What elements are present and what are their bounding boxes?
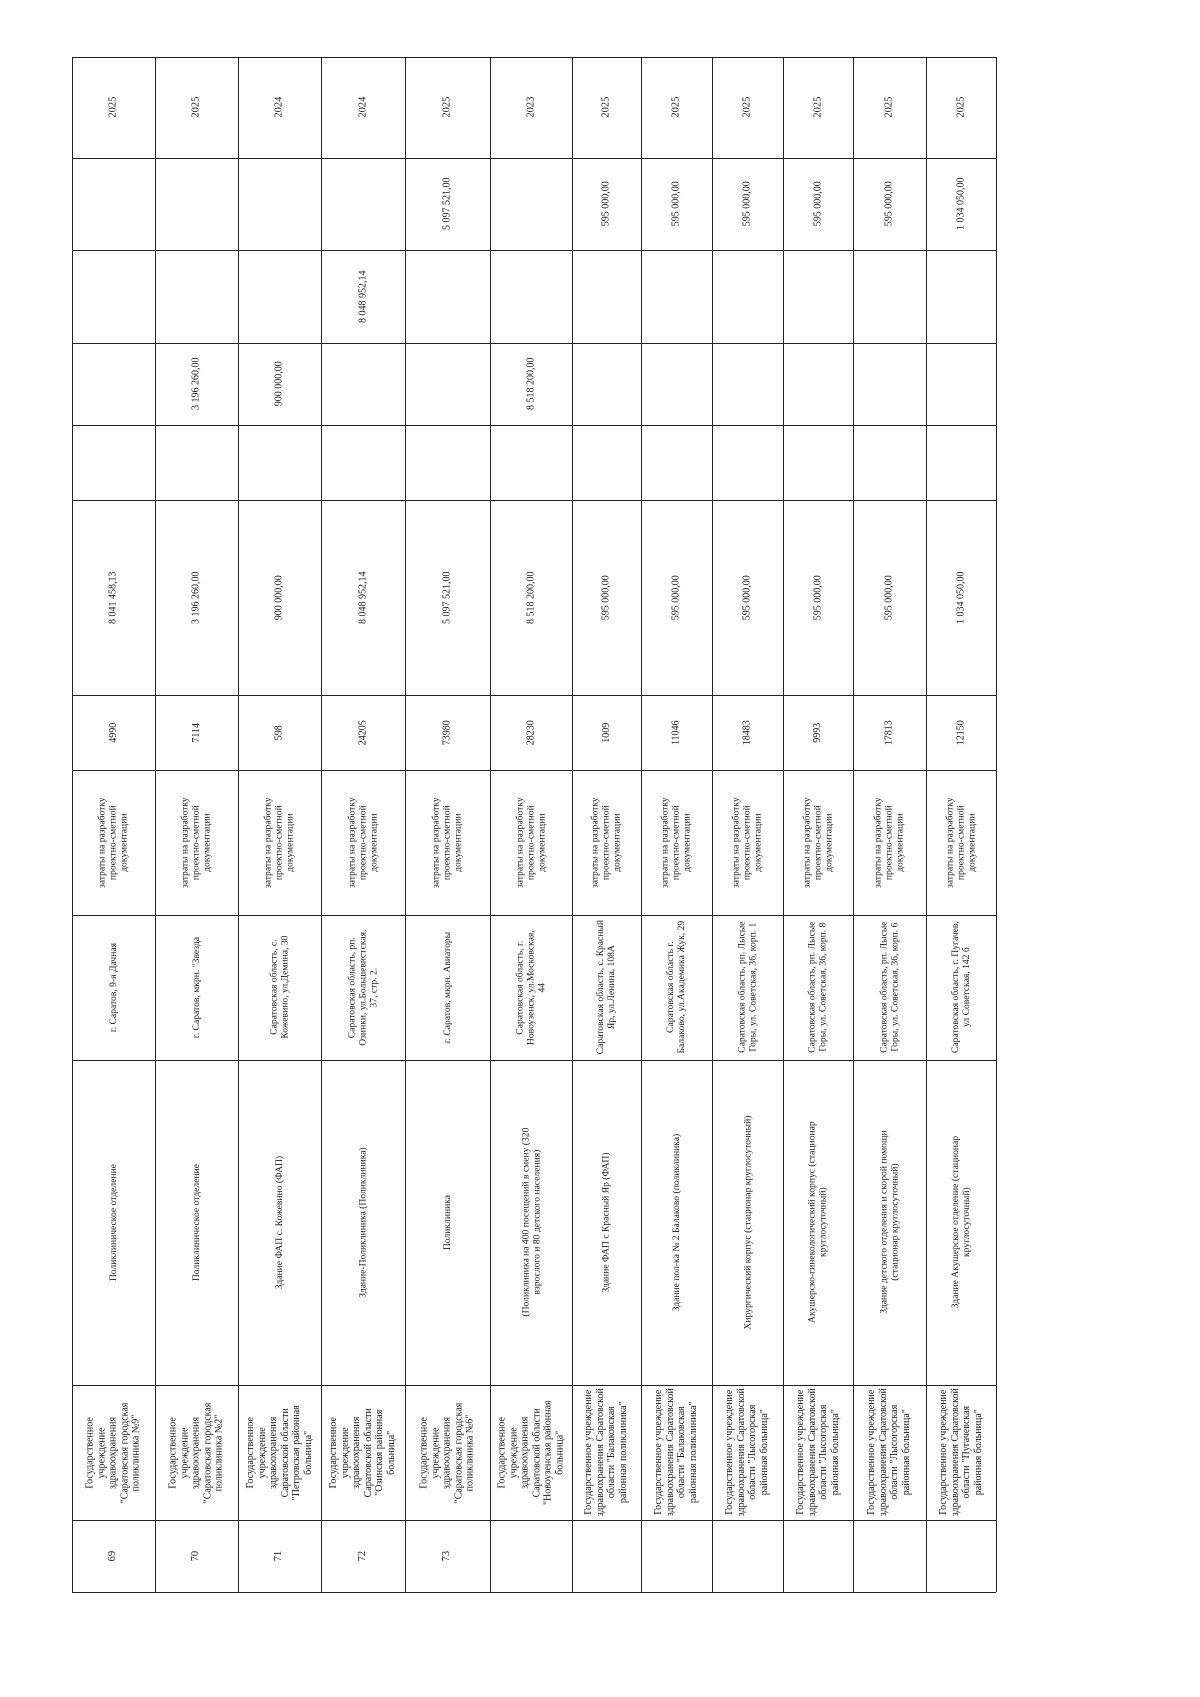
cell-text: Поликлиническое отделение — [190, 1163, 202, 1282]
cell-year-2024 — [853, 250, 926, 343]
cell-year-2024 — [238, 250, 321, 343]
cell-total-cost — [853, 500, 926, 695]
cell-text: 7114 — [190, 722, 202, 743]
cell-text: Здание ФАП с. Кожевино (ФАП) — [273, 1155, 285, 1290]
cell-text: 1 034 050,00 — [955, 571, 967, 624]
cell-text: 24205 — [357, 720, 369, 745]
cell-text: 3 196 260,00 — [190, 357, 202, 411]
cell-text: 595 000,00 — [670, 181, 682, 227]
cell-text: 69 — [107, 1550, 119, 1562]
cell-year-2023 — [490, 343, 572, 425]
cell-number — [712, 1520, 783, 1592]
cell-total-cost — [72, 500, 155, 695]
cell-year-2022 — [238, 425, 321, 500]
cell-text: Саратовская область, с. Красный Яр, ул.Ленина, 108А — [595, 920, 618, 1055]
cell-address — [641, 915, 712, 1060]
cell-work-type — [321, 770, 405, 915]
cell-text: Государственное учреждение здравоохранения "Саратовская городская поликлиника №9" — [84, 1402, 142, 1503]
cell-work-type — [490, 770, 572, 915]
cell-text: затраты на разработку проектно-сметной документации — [801, 797, 835, 888]
cell-text: 2025 — [741, 96, 753, 118]
cell-year-2023 — [155, 343, 238, 425]
cell-area — [572, 695, 641, 770]
cell-text: Саратовская область, рп. Лысые Горы, ул. Советская, 36, корп. 8 — [806, 921, 829, 1054]
cell-work-type — [783, 770, 853, 915]
cell-year-2025 — [72, 158, 155, 250]
cell-work-type — [926, 770, 996, 915]
cell-total-cost — [926, 500, 996, 695]
cell-text: Государственное учреждение здравоохранения Саратовской области "Петровская районная больница" — [244, 1404, 314, 1501]
cell-text: затраты на разработку проектно-сметной документации — [96, 797, 131, 888]
cell-number — [405, 1520, 490, 1592]
cell-text: Государственное учреждение здравоохранения Саратовской области "Балаковская районная поликлиника" — [653, 1388, 700, 1517]
cell-text: 70 — [190, 1550, 202, 1562]
cell-text: Здание пол-ка № 2 Балаково (поликлиника) — [670, 1133, 682, 1312]
cell-address — [490, 915, 572, 1060]
cell-text: Государственное учреждение здравоохранения Саратовской области "Озинская районная больница" — [328, 1407, 398, 1498]
cell-text: 5 097 521,00 — [441, 571, 453, 624]
cell-year-2024 — [155, 250, 238, 343]
cell-text: Здание детского отделения и скорой помощи (стационар круглосуточный) — [878, 1130, 901, 1315]
cell-object — [712, 1060, 783, 1385]
cell-text: 595 000,00 — [600, 181, 612, 227]
cell-text: 595 000,00 — [741, 181, 753, 227]
cell-total-cost — [641, 500, 712, 695]
cell-year-2024 — [321, 250, 405, 343]
cell-text: 8 518 200,00 — [525, 571, 537, 624]
cell-text: Саратовская область, г. Новоузенск, ул.Московская, 44 — [514, 930, 548, 1045]
cell-organization — [321, 1385, 405, 1520]
cell-year-2023 — [926, 343, 996, 425]
cell-text: Хирургический корпус (стационар круглосуточный) — [741, 1115, 753, 1330]
cell-completion-year — [853, 57, 926, 158]
cell-text: затраты на разработку проектно-сметной документации — [589, 797, 624, 888]
cell-text: затраты на разработку проектно-сметной документации — [730, 797, 765, 888]
cell-text: Государственное учреждение здравоохранения Саратовской области "Балаковская районная поликлиника" — [583, 1388, 630, 1517]
cell-text: 72 — [356, 1550, 368, 1562]
cell-year-2022 — [72, 425, 155, 500]
cell-year-2022 — [783, 425, 853, 500]
cell-text: 8 048 952,14 — [357, 571, 369, 624]
cell-work-type — [712, 770, 783, 915]
cell-text: затраты на разработку проектно-сметной документации — [944, 797, 978, 888]
cell-text: 18483 — [741, 720, 753, 745]
column-separator-line — [72, 1592, 996, 1593]
cell-address — [926, 915, 996, 1060]
cell-number — [783, 1520, 853, 1592]
cell-year-2023 — [853, 343, 926, 425]
cell-text: 8 518 200,00 — [525, 357, 537, 411]
cell-text: 2025 — [811, 96, 823, 118]
cell-text: 595 000,00 — [812, 181, 824, 227]
cell-text: Государственное учреждение здравоохранения Саратовской области "Пугачевская районная больница" — [937, 1388, 984, 1517]
cell-year-2022 — [641, 425, 712, 500]
cell-organization — [155, 1385, 238, 1520]
cell-text: Саратовская область, с. Кожевино, ул.Демина, 30 — [268, 935, 291, 1040]
cell-year-2025 — [155, 158, 238, 250]
cell-organization — [853, 1385, 926, 1520]
cell-text: 8 048 952,14 — [357, 270, 369, 323]
cell-completion-year — [321, 57, 405, 158]
cell-text: затраты на разработку проектно-сметной документации — [430, 797, 465, 888]
cell-organization — [72, 1385, 155, 1520]
cell-year-2022 — [321, 425, 405, 500]
cell-work-type — [572, 770, 641, 915]
cell-text: Саратовская область, рп. Лысые Горы, ул. Советская, 36, корп. 1 — [736, 921, 759, 1054]
cell-year-2024 — [72, 250, 155, 343]
cell-work-type — [641, 770, 712, 915]
cell-completion-year — [155, 57, 238, 158]
cell-text: 11046 — [670, 720, 682, 745]
cell-total-cost — [490, 500, 572, 695]
cell-object — [490, 1060, 572, 1385]
cell-number — [490, 1520, 572, 1592]
cell-text: Саратовская область, рп. Озинки, ул.Большевистская, 37, стр. 2. — [346, 929, 380, 1046]
cell-year-2022 — [712, 425, 783, 500]
cell-year-2023 — [321, 343, 405, 425]
cell-text: 5 097 521,00 — [441, 177, 453, 231]
cell-text: 595 000,00 — [883, 181, 895, 227]
cell-number — [238, 1520, 321, 1592]
cell-completion-year — [926, 57, 996, 158]
cell-text: Здание Акушерское отделение (стационар круглосуточный) — [949, 1136, 973, 1309]
cell-object — [72, 1060, 155, 1385]
cell-number — [72, 1520, 155, 1592]
cell-object — [405, 1060, 490, 1385]
cell-year-2024 — [641, 250, 712, 343]
cell-text: затраты на разработку проектно-сметной документации — [179, 797, 214, 888]
cell-text: затраты на разработку проектно-сметной документации — [346, 797, 380, 888]
cell-text: 2025 — [670, 96, 682, 118]
cell-text: 4990 — [107, 722, 119, 743]
cell-object — [321, 1060, 405, 1385]
cell-completion-year — [72, 57, 155, 158]
cell-total-cost — [405, 500, 490, 695]
cell-year-2024 — [783, 250, 853, 343]
cell-text: затраты на разработку проектно-сметной документации — [262, 797, 297, 888]
cell-total-cost — [321, 500, 405, 695]
cell-work-type — [72, 770, 155, 915]
cell-completion-year — [641, 57, 712, 158]
cell-number — [321, 1520, 405, 1592]
cell-completion-year — [783, 57, 853, 158]
cell-area — [72, 695, 155, 770]
cell-year-2025 — [783, 158, 853, 250]
cell-year-2024 — [490, 250, 572, 343]
cell-text: г. Саратов, мкрн. Авиаторы — [441, 931, 453, 1044]
cell-address — [783, 915, 853, 1060]
cell-area — [853, 695, 926, 770]
cell-area — [155, 695, 238, 770]
cell-text: Саратовская область, рп. Лысые Горы, ул. Советская, 36, корп. 6 — [878, 921, 901, 1054]
cell-text: затраты на разработку проектно-сметной документации — [659, 797, 694, 888]
cell-text: 598 — [273, 725, 285, 740]
cell-text: Государственное учреждение здравоохранения "Саратовская городская поликлиника №6" — [418, 1402, 476, 1503]
cell-completion-year — [712, 57, 783, 158]
cell-object — [926, 1060, 996, 1385]
cell-object — [155, 1060, 238, 1385]
cell-text: Акушерско-гинекологический корпус (стационар круглосуточный) — [806, 1121, 829, 1324]
cell-text: затраты на разработку проектно-сметной документации — [514, 797, 548, 888]
cell-organization — [490, 1385, 572, 1520]
cell-text: 73980 — [441, 720, 453, 745]
cell-year-2025 — [712, 158, 783, 250]
cell-area — [641, 695, 712, 770]
cell-text: Государственное учреждение здравоохранения "Саратовская городская поликлиника №2" — [167, 1402, 225, 1503]
cell-year-2023 — [405, 343, 490, 425]
cell-area — [783, 695, 853, 770]
cell-text: Государственное учреждение здравоохранения Саратовской области "Лысогорская районная больница" — [866, 1388, 913, 1517]
cell-year-2023 — [712, 343, 783, 425]
cell-completion-year — [238, 57, 321, 158]
cell-year-2023 — [783, 343, 853, 425]
cell-year-2023 — [641, 343, 712, 425]
cell-text: затраты на разработку проектно-сметной документации — [872, 797, 907, 888]
cell-text: 2025 — [954, 96, 966, 118]
cell-year-2024 — [712, 250, 783, 343]
cell-year-2025 — [641, 158, 712, 250]
cell-text: Поликлиника — [441, 1194, 453, 1251]
cell-object — [238, 1060, 321, 1385]
cell-area — [926, 695, 996, 770]
cell-text: г. Саратов, 9-я Дачная — [107, 942, 119, 1033]
cell-text: 1 034 050,00 — [955, 177, 967, 231]
cell-organization — [405, 1385, 490, 1520]
cell-text: 900 000,00 — [273, 575, 285, 620]
cell-organization — [712, 1385, 783, 1520]
cell-address — [405, 915, 490, 1060]
cell-text: 595 000,00 — [883, 575, 895, 620]
cell-text: Саратовская область г. Балаково, ул.Академика Жук, 29 — [665, 921, 688, 1054]
cell-text: Здание-Поликлиника (Поликлиника) — [357, 1147, 369, 1298]
cell-year-2023 — [72, 343, 155, 425]
cell-year-2023 — [238, 343, 321, 425]
cell-total-cost — [155, 500, 238, 695]
cell-text: 71 — [273, 1550, 285, 1562]
cell-address — [572, 915, 641, 1060]
cell-text: 9993 — [812, 722, 824, 743]
cell-address — [321, 915, 405, 1060]
cell-completion-year — [572, 57, 641, 158]
cell-text: 2025 — [883, 96, 895, 118]
cell-text: 8 041 458,13 — [107, 571, 119, 624]
cell-completion-year — [405, 57, 490, 158]
cell-text: 2025 — [190, 96, 202, 118]
cell-number — [155, 1520, 238, 1592]
cell-area — [712, 695, 783, 770]
cell-text: 2025 — [441, 96, 453, 118]
cell-total-cost — [572, 500, 641, 695]
cell-organization — [783, 1385, 853, 1520]
cell-total-cost — [712, 500, 783, 695]
cell-number — [641, 1520, 712, 1592]
cell-address — [72, 915, 155, 1060]
cell-year-2022 — [405, 425, 490, 500]
cell-text: Здание ФАП с Красный Яр (ФАП) — [600, 1152, 612, 1293]
row-separator-line — [996, 57, 997, 1592]
cell-text: 595 000,00 — [812, 575, 824, 620]
cell-organization — [926, 1385, 996, 1520]
cell-address — [155, 915, 238, 1060]
cell-object — [572, 1060, 641, 1385]
cell-year-2022 — [155, 425, 238, 500]
cell-text: (Поликлиника на 400 посещений в смену (320 взрослого и 80 детского населения) — [519, 1128, 542, 1317]
cell-text: Государственное учреждение здравоохранения Саратовской области "Новоузенская районная больница" — [496, 1400, 566, 1505]
cell-organization — [572, 1385, 641, 1520]
cell-number — [853, 1520, 926, 1592]
cell-text: 12150 — [955, 720, 967, 745]
cell-year-2024 — [405, 250, 490, 343]
cell-text: 595 000,00 — [741, 575, 753, 620]
cell-text: 595 000,00 — [600, 575, 612, 620]
cell-year-2025 — [853, 158, 926, 250]
cell-text: 17813 — [883, 720, 895, 745]
cell-text: 900 000,00 — [273, 361, 285, 407]
cell-year-2025 — [238, 158, 321, 250]
cell-text: 73 — [441, 1550, 453, 1562]
cell-year-2023 — [572, 343, 641, 425]
cell-total-cost — [238, 500, 321, 695]
cell-year-2025 — [321, 158, 405, 250]
cell-year-2022 — [853, 425, 926, 500]
cell-work-type — [238, 770, 321, 915]
cell-text: Саратовская область, г. Пугачев, ул Советская, 142 б — [949, 921, 973, 1054]
cell-organization — [238, 1385, 321, 1520]
cell-object — [783, 1060, 853, 1385]
cell-completion-year — [490, 57, 572, 158]
cell-address — [712, 915, 783, 1060]
cell-text: 1009 — [600, 722, 612, 743]
cell-number — [926, 1520, 996, 1592]
cell-text: Государственное учреждение здравоохранения Саратовской области "Лысогорская районная больница" — [724, 1388, 771, 1517]
cell-area — [238, 695, 321, 770]
cell-text: 2025 — [107, 96, 119, 118]
cell-year-2025 — [490, 158, 572, 250]
cell-work-type — [853, 770, 926, 915]
cell-work-type — [405, 770, 490, 915]
cell-text: Поликлиническое отделение — [107, 1163, 119, 1282]
cell-text: Государственное учреждение здравоохранения Саратовской области "Лысогорская районная больница" — [794, 1388, 841, 1517]
cell-area — [405, 695, 490, 770]
cell-text: 3 196 260,00 — [190, 571, 202, 624]
cell-address — [853, 915, 926, 1060]
cell-number — [572, 1520, 641, 1592]
cell-year-2025 — [405, 158, 490, 250]
cell-organization — [641, 1385, 712, 1520]
cell-year-2025 — [572, 158, 641, 250]
cell-area — [321, 695, 405, 770]
cell-text: 2024 — [356, 96, 368, 118]
cell-text: 595 000,00 — [670, 575, 682, 620]
cell-year-2024 — [926, 250, 996, 343]
cell-text: 2024 — [273, 96, 285, 118]
cell-year-2022 — [490, 425, 572, 500]
cell-text: г. Саратов, мкрн. "Звезда — [190, 936, 202, 1039]
cell-year-2024 — [572, 250, 641, 343]
cell-year-2022 — [926, 425, 996, 500]
cell-address — [238, 915, 321, 1060]
cell-text: 28230 — [525, 720, 537, 745]
cell-area — [490, 695, 572, 770]
cell-text: 2025 — [600, 96, 612, 118]
cell-total-cost — [783, 500, 853, 695]
cell-object — [641, 1060, 712, 1385]
cell-year-2022 — [572, 425, 641, 500]
cell-work-type — [155, 770, 238, 915]
cell-object — [853, 1060, 926, 1385]
cell-year-2025 — [926, 158, 996, 250]
cell-text: 2023 — [524, 96, 536, 118]
